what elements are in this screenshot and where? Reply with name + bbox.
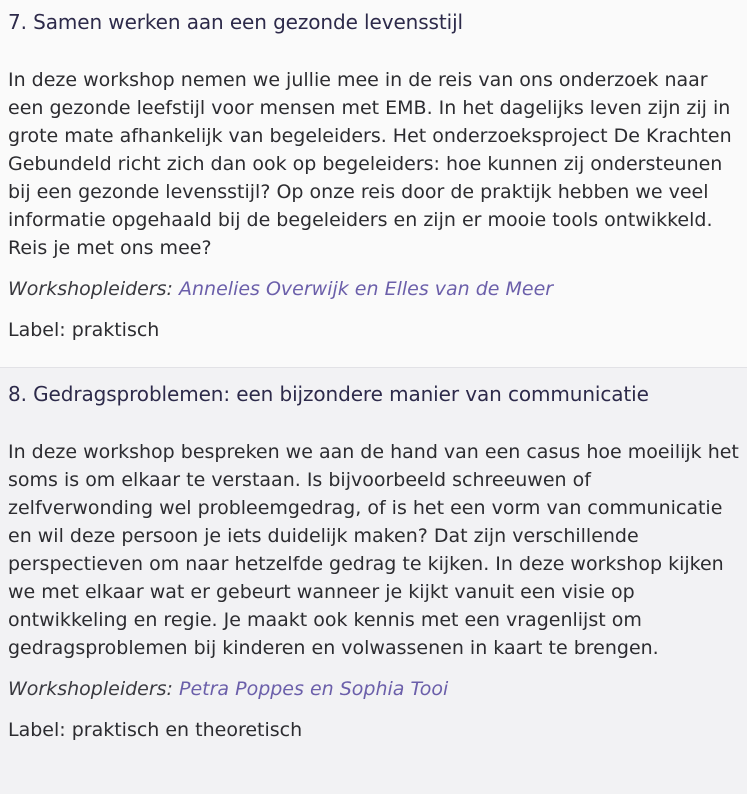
workshop-7-title: 7. Samen werken aan een gezonde levensstijl [8,10,463,34]
workshop-8-leaders-names: Petra Poppes en Sophia Tooi [179,678,449,700]
workshop-7-label: Label: praktisch [8,319,160,341]
workshop-8-label: Label: praktisch en theoretisch [8,719,303,741]
workshop-8-leaders [8,675,739,703]
workshop-8-title: 8. Gedragsproblemen: een bijzondere manier van communicatie [8,382,649,406]
workshop-7-leaders [8,275,739,303]
workshop-7-leaders-names: Annelies Overwijk en Elles van de Meer [179,278,554,300]
workshop-7-leaders-label: Workshopleiders: [8,278,173,300]
workshop-7-description: In deze workshop nemen we jullie mee in de reis van ons onderzoek naar een gezonde leefstijl voor mensen met EMB. In het dagelijks leven zijn zij in grote mate afhankelijk van begeleiders. Het onderzoeksproject De Krachten Gebundeld richt zich dan ook op begeleiders: hoe kunnen zij ondersteunen bij een gezonde levensstijl? Op onze reis door de praktijk hebben we veel informatie opgehaald bij de begeleiders en zijn er mooie tools ontwikkeld. Reis je met ons mee? [8,69,732,259]
workshop-7-section [0,0,747,368]
workshop-8-section [0,368,747,794]
workshop-8-leaders-label: Workshopleiders: [8,678,173,700]
workshop-8-description: In deze workshop bespreken we aan de hand van een casus hoe moeilijk het soms is om elkaar te verstaan. Is bijvoorbeeld schreeuwen of zelfverwonding wel probleemgedrag, of is het een vorm van communicatie en wil deze persoon je iets duidelijk maken? Dat zijn verschillende perspectieven om naar hetzelfde gedrag te kijken. In deze workshop kijken we met elkaar wat er gebeurt wanneer je kijkt vanuit een visie op ontwikkeling en regie. Je maakt ook kennis met een vragenlijst om gedragsproblemen bij kinderen en volwassenen in kaart te brengen. [8,441,739,659]
